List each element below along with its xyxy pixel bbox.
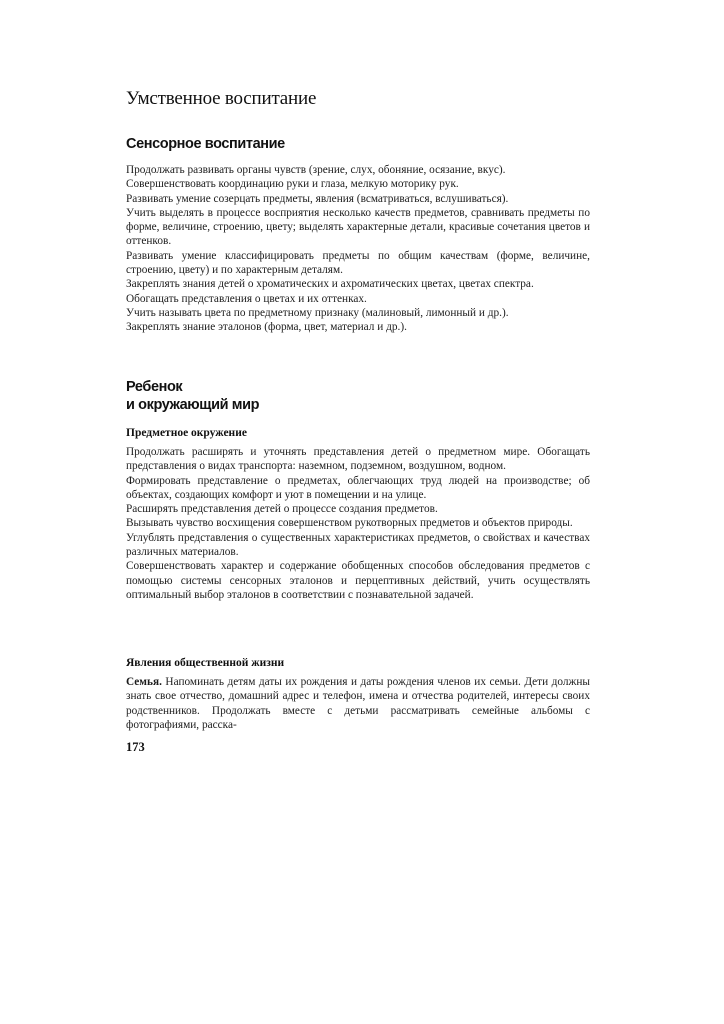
paragraph: Углублять представления о существенных характеристиках предметов, о свойствах и качествах различных материалов. <box>126 531 590 559</box>
social-text-block <box>126 675 590 732</box>
paragraph: Учить называть цвета по предметному признаку (малиновый, лимонный и др.). <box>126 306 509 319</box>
paragraph: Формировать представление о предметах, облегчающих труд людей на производстве; об объектах, создающих комфорт и уют в помещении и на улице. <box>126 474 590 501</box>
paragraph: Развивать умение классифицировать предметы по общим качествам (форме, величине, строению, цвету) и по характерным деталям. <box>126 249 590 277</box>
section-heading-line: и окружающий мир <box>126 397 260 413</box>
section-heading-world <box>126 378 259 414</box>
page-number: 173 <box>126 740 145 754</box>
paragraph: Совершенствовать характер и содержание обобщенных способов обследования предметов с помощью системы сенсорных эталонов и перцептивных действий, учить осуществлять оптимальный выбор эталонов в соответствии с познавательной задачей. <box>126 560 590 601</box>
paragraph: Развивать умение созерцать предметы, явления (всматриваться, вслушиваться). <box>126 192 509 205</box>
paragraph: Закреплять знания детей о хроматических и ахроматических цветах, цветах спектра. <box>126 278 534 291</box>
sensory-text-block <box>126 163 590 335</box>
paragraph: Продолжать расширять и уточнять представления детей о предметном мире. Обогащать представления о видах транспорта: наземном, подземном, воздушном, водном. <box>126 446 590 473</box>
lead-term: Семья. <box>126 676 162 688</box>
paragraph: Продолжать развивать органы чувств (зрение, слух, обоняние, осязание, вкус). <box>126 164 506 176</box>
chapter-title: Умственное воспитание <box>126 88 317 109</box>
paragraph <box>126 675 590 732</box>
subsection-heading-social: Явления общественной жизни <box>126 657 285 669</box>
section-heading-sensory: Сенсорное воспитание <box>126 136 285 152</box>
lead-text: Напоминать детям даты их рождения и даты рождения членов их семьи. Дети должны знать свое отчество, домашний адрес и телефон, имена и отчества родителей, интересы своих родственников. Продолжать вместе с детьми рассматривать семейные альбомы с фотографиями, расска- <box>126 676 590 731</box>
paragraph: Совершенствовать координацию руки и глаза, мелкую моторику рук. <box>126 178 459 191</box>
paragraph: Вызывать чувство восхищения совершенством рукотворных предметов и объектов природы. <box>126 517 573 530</box>
objects-text-block <box>126 445 590 602</box>
subsection-heading-objects: Предметное окружение <box>126 427 247 439</box>
paragraph: Учить выделять в процессе восприятия несколько качеств предметов, сравнивать предметы по форме, величине, строению, цвету; выделять характерные детали, красивые сочетания цветов и оттенков. <box>126 206 590 248</box>
paragraph: Расширять представления детей о процессе создания предметов. <box>126 503 438 516</box>
paragraph: Обогащать представления о цветах и их оттенках. <box>126 292 367 305</box>
section-heading-line: Ребенок <box>126 379 183 395</box>
paragraph: Закреплять знание эталонов (форма, цвет, материал и др.). <box>126 321 407 334</box>
